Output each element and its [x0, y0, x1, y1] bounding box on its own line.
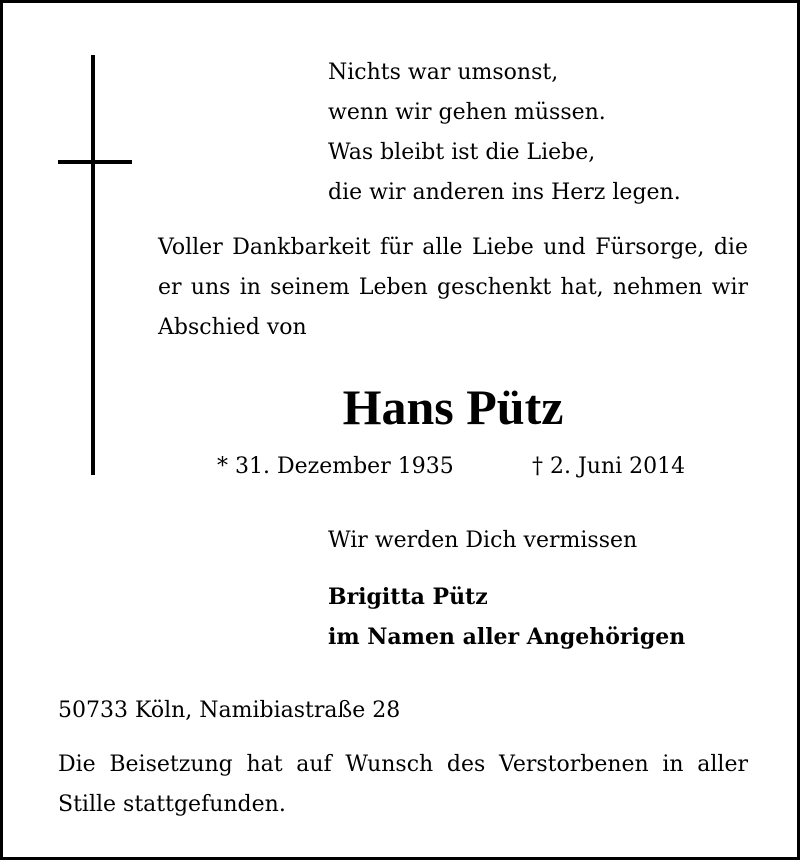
birth-date: * 31. Dezember 1935: [217, 454, 454, 479]
cross-icon-crossbar: [58, 160, 132, 164]
deceased-name: Hans Pütz: [342, 379, 564, 435]
poem-line: die wir anderen ins Herz legen.: [328, 180, 681, 205]
poem-line: Nichts war umsonst,: [328, 60, 559, 85]
death-date: † 2. Juni 2014: [532, 454, 686, 479]
signer-name: Brigitta Pütz: [328, 584, 488, 610]
tribute-text: Voller Dankbarkeit für alle Liebe und Fürsorge, die er uns in seinem Leben geschenkt hat, nehmen wir Abschied von: [158, 235, 748, 340]
signer-note: im Namen aller Angehörigen: [328, 624, 686, 650]
signature: [328, 577, 685, 657]
farewell-message: Wir werden Dich vermissen: [328, 528, 638, 553]
poem-line: wenn wir gehen müssen.: [328, 100, 606, 125]
address: 50733 Köln, Namibiastraße 28: [58, 698, 401, 723]
poem: [328, 53, 681, 213]
poem-line: Was bleibt ist die Liebe,: [328, 140, 596, 165]
funeral-note: Die Beisetzung hat auf Wunsch des Verstorbenen in aller Stille stattgefunden.: [58, 752, 748, 817]
